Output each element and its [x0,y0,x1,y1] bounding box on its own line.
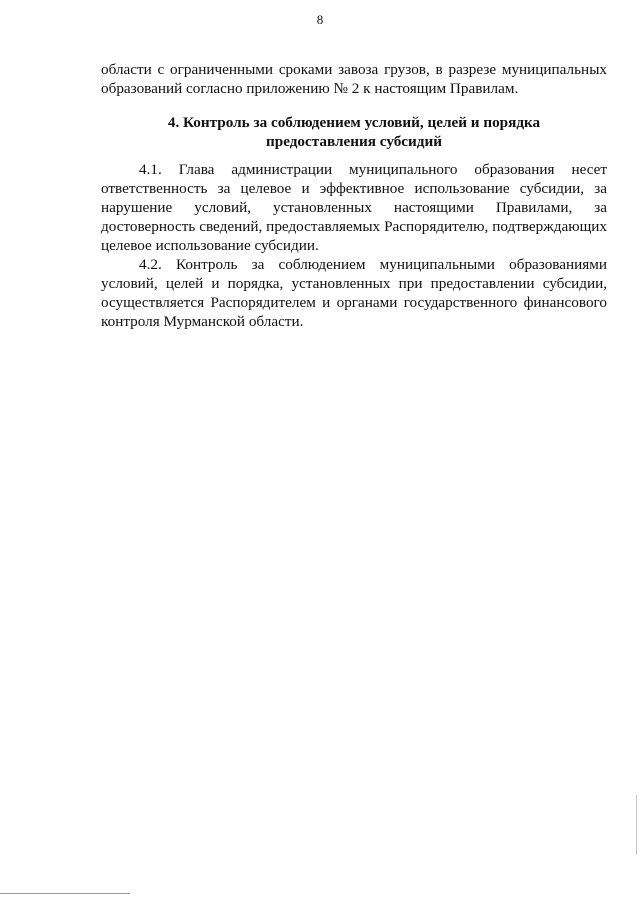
section-heading-line: предоставления субсидий [266,133,442,150]
section-body [101,160,607,331]
intro-line: образований согласно приложению № 2 к настоящим Правилам. [101,80,519,97]
intro-paragraph [101,60,607,98]
page-number: 8 [316,12,324,27]
paragraph-4-2: 4.2. Контроль за соблюдением муниципальными образованиями условий, целей и порядка, установленных при предоставлении субсидии, осуществляется Распорядителем и органами государственного финансового контроля Мурманской области. [101,256,607,330]
scan-edge-mark [636,795,637,855]
paragraph-4-1: 4.1. Глава администрации муниципального образования несет ответственность за целевое и эффективное использование субсидии, за нарушение условий, установленных настоящими Правилами, за достоверность сведений, предоставляемых Распорядителю, подтверждающих целевое использование субсидии. [101,161,607,254]
section-heading-line: 4. Контроль за соблюдением условий, целей и порядка [167,114,541,131]
scan-bottom-rule [0,893,130,894]
intro-line: области с ограниченными сроками завоза грузов, в разрезе муниципальных [101,61,607,78]
section-heading [101,113,607,151]
